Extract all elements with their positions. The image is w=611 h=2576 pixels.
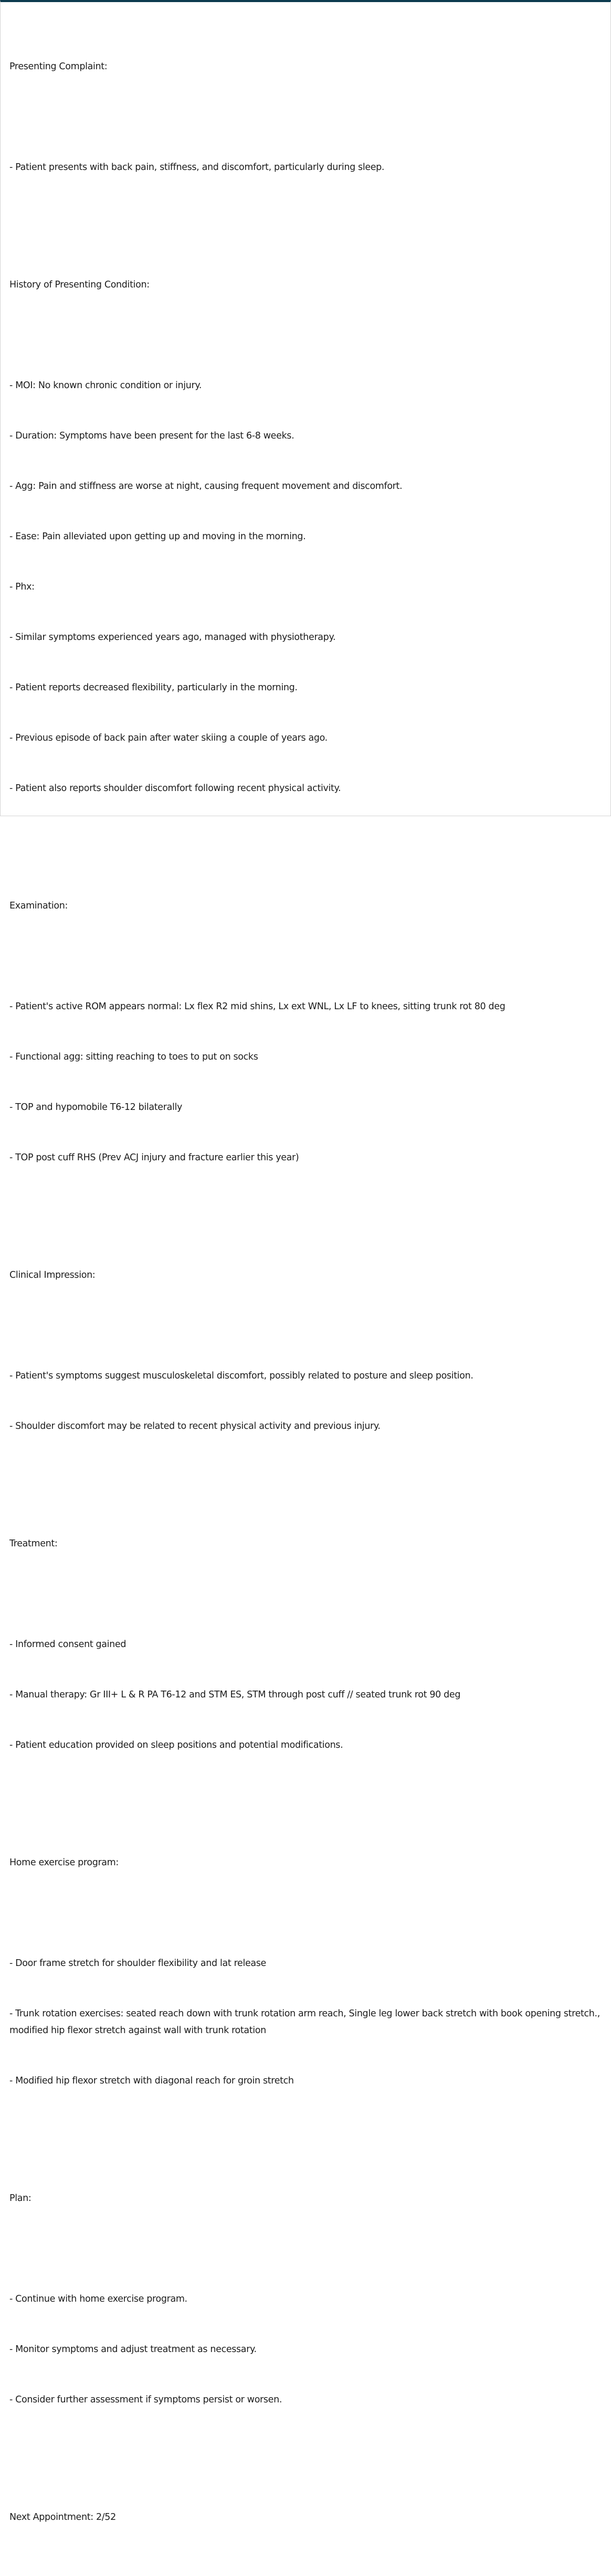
spacer (9, 1200, 600, 1216)
clinical-note-text (9, 8, 603, 2576)
spacer (9, 1586, 600, 1602)
spacer (9, 1905, 600, 1921)
note-line: - Patient presents with back pain, stiffness, and discomfort, particularly during sleep. (9, 162, 385, 173)
note-line: - Duration: Symptoms have been present for the last 6-8 weeks. (9, 431, 294, 441)
note-line: - Trunk rotation exercises: seated reach down with trunk rotation arm reach, Single leg lower back stretch with book opening stretch., modified hip flexor stretch against wall with trunk rotation (9, 2008, 603, 2036)
section-heading-history: History of Presenting Condition: (9, 280, 150, 290)
note-line: - Consider further assessment if symptoms persist or worsen. (9, 2395, 282, 2405)
section-heading-plan: Plan: (9, 2193, 31, 2204)
note-line: - Patient also reports shoulder discomfort following recent physical activity. (9, 783, 341, 794)
note-line: - MOI: No known chronic condition or injury. (9, 380, 202, 391)
note-line: - Previous episode of back pain after water skiing a couple of years ago. (9, 733, 328, 743)
note-line: - Manual therapy: Gr III+ L & R PA T6-12 and STM ES, STM through post cuff // seated trunk rot 90 deg (9, 1690, 461, 1700)
note-line: - Modified hip flexor stretch with diagonal reach for groin stretch (9, 2076, 294, 2086)
spacer (9, 1317, 600, 1334)
section-heading-home-exercise: Home exercise program: (9, 1857, 119, 1868)
note-line: - Shoulder discomfort may be related to recent physical activity and previous injury. (9, 1421, 381, 1431)
spacer (9, 830, 600, 847)
spacer (9, 327, 600, 344)
spacer (9, 2442, 600, 2459)
note-line: - Phx: (9, 582, 35, 592)
note-line: - Agg: Pain and stiffness are worse at night, causing frequent movement and discomfort. (9, 481, 403, 491)
section-heading-treatment: Treatment: (9, 1538, 58, 1549)
note-line: - TOP post cuff RHS (Prev ACJ injury and fracture earlier this year) (9, 1152, 299, 1163)
note-line: - Continue with home exercise program. (9, 2294, 187, 2304)
note-line: - Similar symptoms experienced years ago, managed with physiotherapy. (9, 632, 336, 643)
note-line: - Monitor symptoms and adjust treatment as necessary. (9, 2344, 257, 2355)
spacer (9, 109, 600, 125)
note-line: - Ease: Pain alleviated upon getting up and moving in the morning. (9, 531, 306, 542)
spacer (9, 209, 600, 226)
section-heading-examination: Examination: (9, 901, 68, 911)
spacer (9, 1468, 600, 1485)
next-appointment: Next Appointment: 2/52 (9, 2512, 116, 2522)
note-line: - TOP and hypomobile T6-12 bilaterally (9, 1102, 182, 1113)
spacer (9, 2123, 600, 2140)
spacer (9, 2240, 600, 2257)
spacer (9, 948, 600, 965)
section-heading-presenting-complaint: Presenting Complaint: (9, 61, 108, 72)
note-line: - Patient reports decreased flexibility, particularly in the morning. (9, 682, 298, 693)
note-line: - Informed consent gained (9, 1639, 127, 1650)
note-line: - Door frame stretch for shoulder flexibility and lat release (9, 1958, 266, 1969)
section-heading-clinical-impression: Clinical Impression: (9, 1270, 96, 1280)
spacer (9, 1787, 600, 1804)
note-line: - Patient education provided on sleep positions and potential modifications. (9, 1740, 343, 1750)
note-line: - Patient's active ROM appears normal: Lx flex R2 mid shins, Lx ext WNL, Lx LF to knees, sitting trunk rot 80 deg (9, 1001, 505, 1012)
note-line: - Patient's symptoms suggest musculoskeletal discomfort, possibly related to posture and sleep position. (9, 1371, 473, 1381)
note-line: - Functional agg: sitting reaching to toes to put on socks (9, 1052, 258, 1062)
